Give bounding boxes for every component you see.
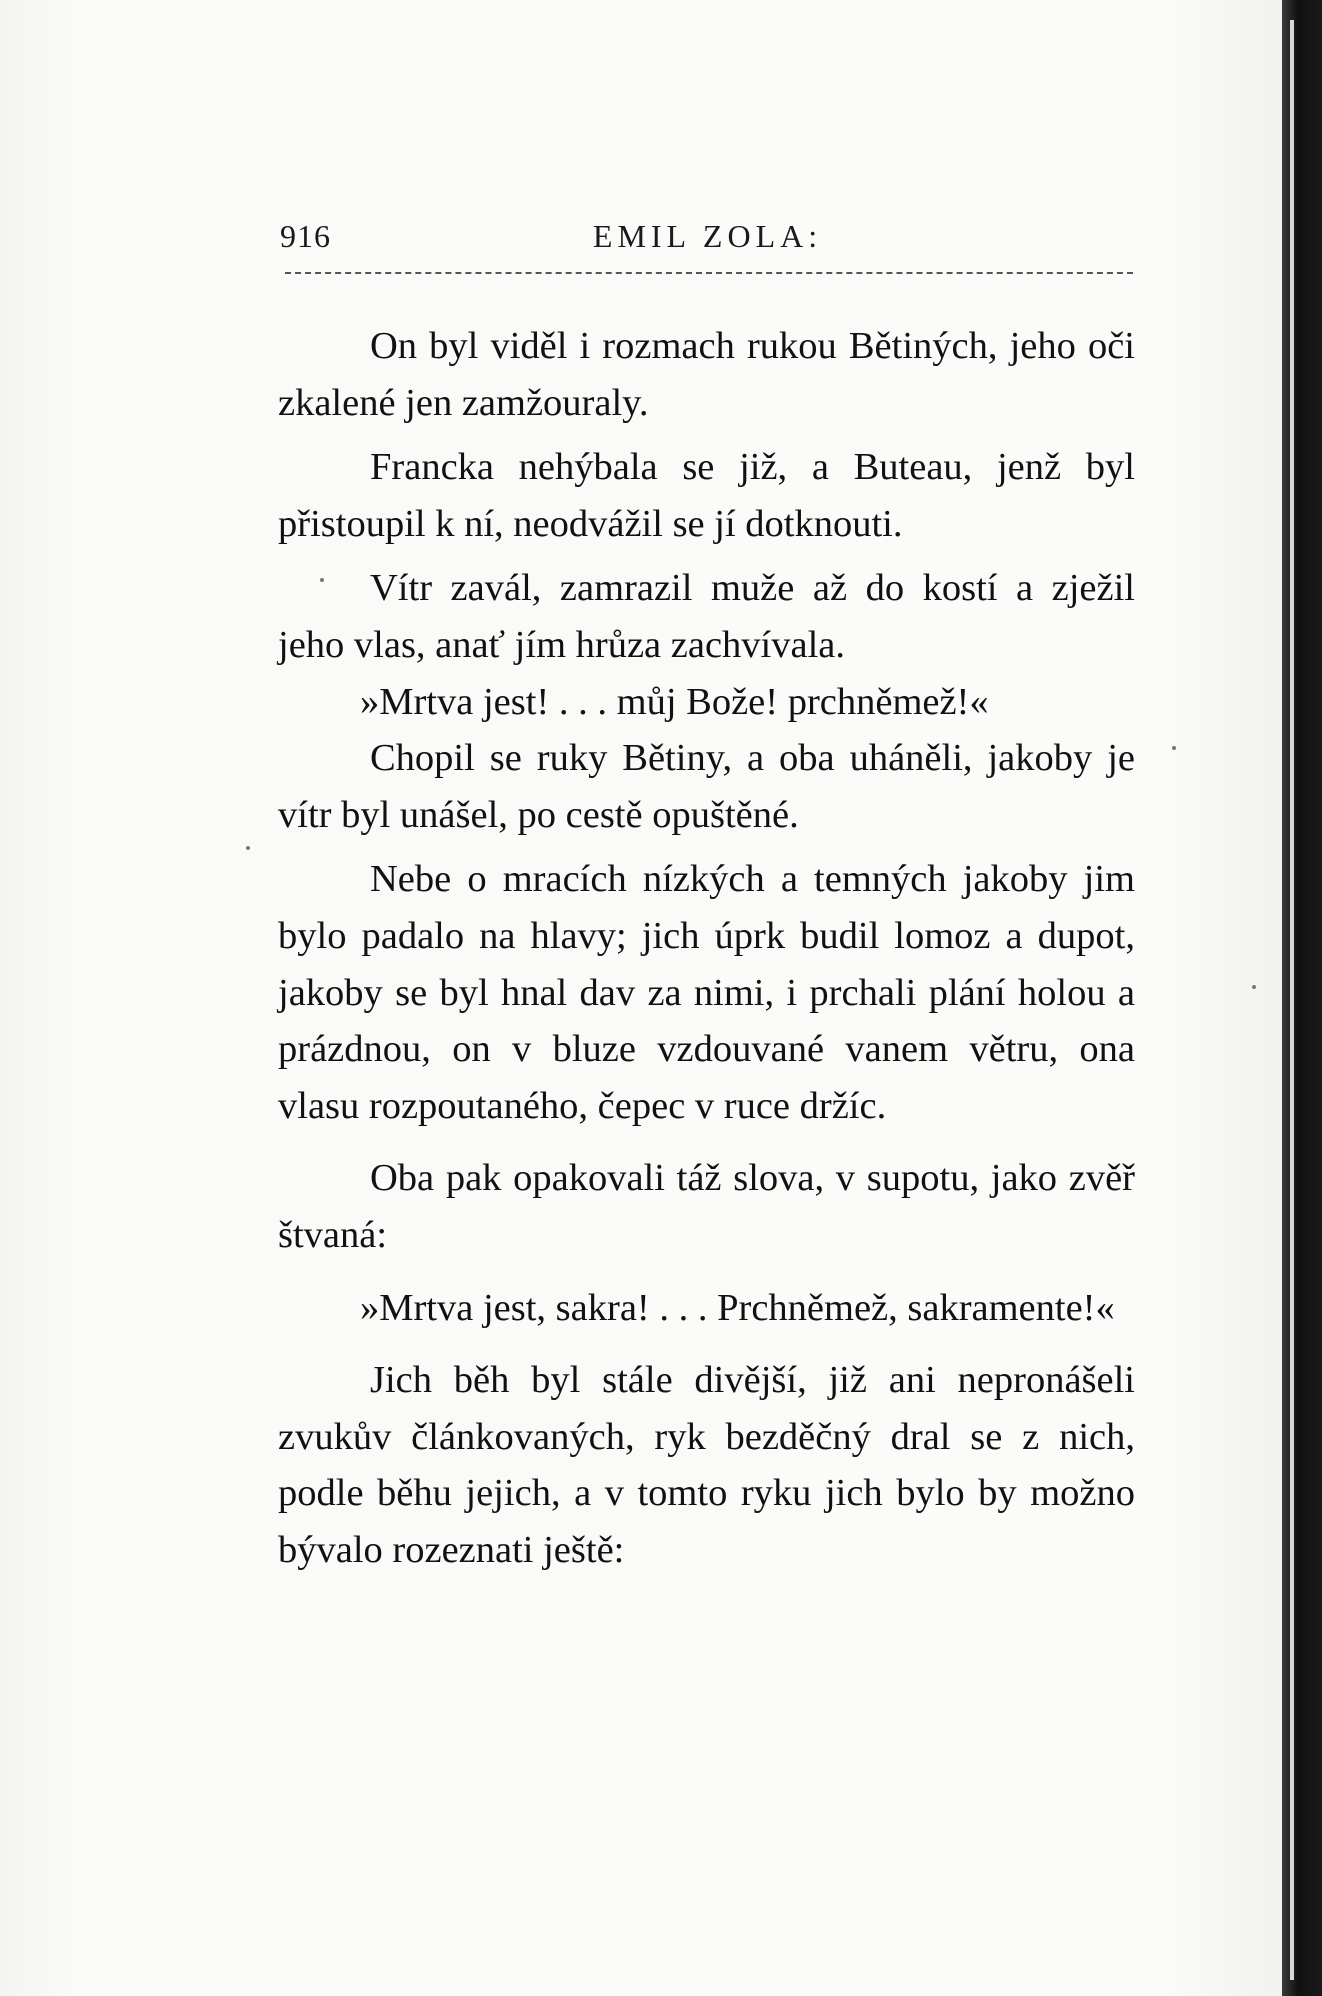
page-edge-shadow: [1282, 0, 1322, 1996]
header-rule: [285, 272, 1133, 274]
paragraph: »Mrtva jest, sakra! . . . Prchněmež, sakramente!«: [360, 1286, 1115, 1329]
page-fold-line: [1290, 20, 1294, 1980]
paragraph: Jich běh byl stále divější, již ani nepronášeli zvukův článkovaných, ryk bezděčný dral se z nich, podle běhu jejich, a v tomto ryku jich bylo by možno bývalo rozeznati ještě:: [278, 1359, 1135, 1571]
scan-speck: [320, 578, 324, 582]
paragraph: Oba pak opakovali táž slova, v supotu, jako zvěř štvaná:: [278, 1157, 1135, 1256]
scan-speck: [246, 846, 250, 850]
paragraph: Francka nehýbala se již, a Buteau, jenž byl přistoupil k ní, neodvážil se jí dotknouti.: [278, 446, 1135, 545]
paragraph: On byl viděl i rozmach rukou Bětiných, jeho oči zkalené jen zamžouraly.: [278, 325, 1135, 424]
page-header: [280, 218, 1135, 268]
scan-speck: [1172, 746, 1176, 750]
paragraph: »Mrtva jest! . . . můj Bože! prchněmež!«: [360, 680, 989, 723]
paragraph: Chopil se ruky Bětiny, a oba uháněli, jakoby je vítr byl unášel, po cestě opuštěné.: [278, 737, 1135, 836]
page-number: 916: [280, 218, 331, 254]
body-text: [278, 318, 1135, 1578]
paragraph: Vítr zavál, zamrazil muže až do kostí a zježil jeho vlas, anať jím hrůza zachvívala.: [278, 567, 1135, 666]
scan-speck: [1252, 985, 1256, 989]
running-title: EMIL ZOLA:: [592, 218, 823, 254]
paragraph: Nebe o mracích nízkých a temných jakoby jim bylo padalo na hlavy; jich úprk budil lomoz a dupot, jakoby se byl hnal dav za nimi, i prchali plání holou a prázdnou, on v bluze vzdouvané vanem větru, ona vlasu rozpoutaného, čepec v ruce držíc.: [278, 858, 1135, 1127]
